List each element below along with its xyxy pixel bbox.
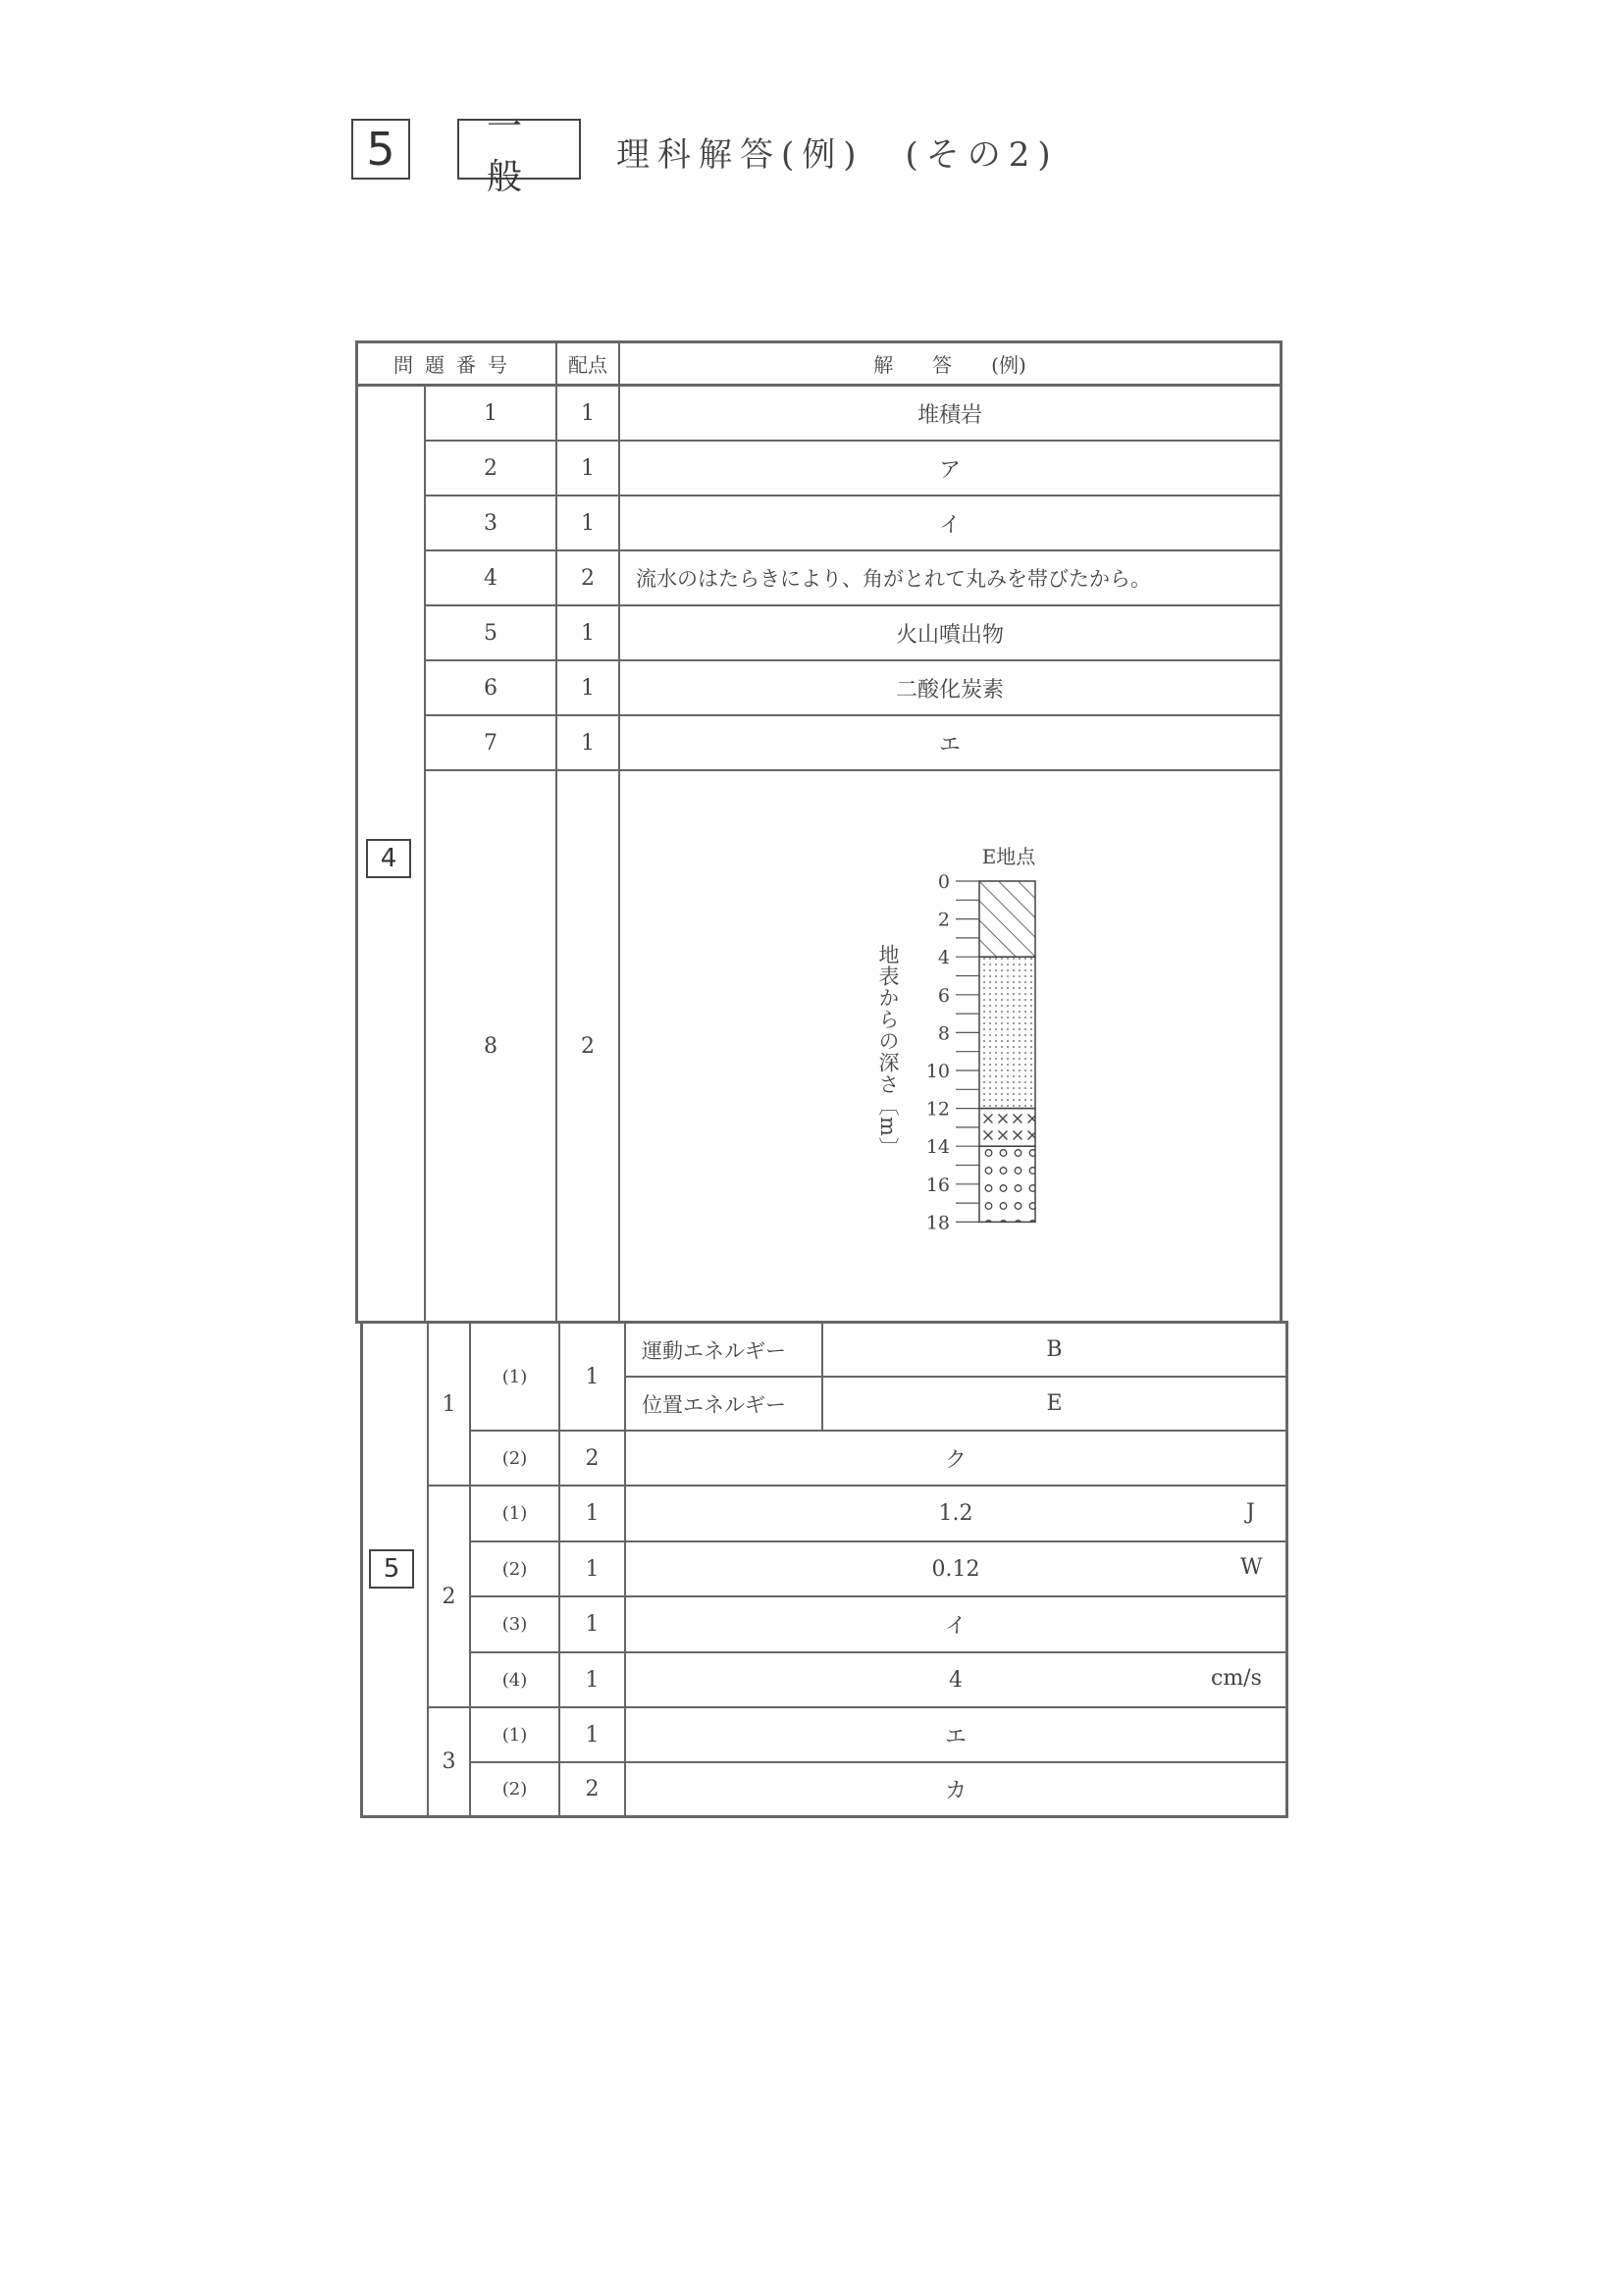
layer-hatched (979, 881, 1035, 957)
q5-2-4-sub: (4) (501, 1669, 528, 1691)
q4-3-number: 3 (484, 510, 497, 536)
q5-2-4-points: 1 (585, 1667, 600, 1693)
q4-4-answer: 流水のはたらきにより、角がとれて丸みを帯びたから。 (636, 567, 1151, 591)
q5-1-1-potential-label: 位置エネルギー (642, 1392, 786, 1417)
q5-2-3-sub: (3) (501, 1614, 528, 1635)
q4-4-number: 4 (484, 565, 497, 591)
diagram-site-label: E地点 (981, 845, 1036, 868)
q4-4-points: 2 (581, 565, 595, 591)
layer-dotted (979, 957, 1035, 1108)
layer-circles (979, 1146, 1035, 1222)
column-header-points: 配点 (568, 352, 607, 377)
q4-6-points: 1 (581, 675, 595, 701)
axis-tick-label: 6 (937, 984, 950, 1007)
q4-7-number: 7 (484, 730, 497, 756)
q5-3-1-answer: エ (944, 1724, 967, 1749)
q5-3-2-points: 2 (585, 1777, 600, 1801)
header-section-number: 5 (351, 119, 410, 180)
q5-2-2-sub: (2) (501, 1558, 528, 1580)
q4-2-answer: ア (938, 457, 961, 483)
q4-6-number: 6 (484, 675, 497, 701)
q5-2-4-unit: cm/s (1211, 1666, 1262, 1691)
q5-1-number: 1 (442, 1391, 456, 1417)
q5-1-1-potential-value: E (1046, 1391, 1063, 1416)
q4-2-points: 1 (581, 455, 595, 481)
q5-2-4-answer: 4 (949, 1667, 963, 1693)
q4-1-number: 1 (484, 400, 497, 426)
page-title: 理科解答(例) (その2) (616, 135, 1059, 175)
axis-tick-label: 4 (937, 947, 950, 969)
column-header-answer: 解 答 (例) (873, 352, 1026, 377)
axis-tick-label: 2 (937, 909, 950, 931)
q4-8-number: 8 (484, 1033, 497, 1059)
q5-2-2-points: 1 (585, 1556, 600, 1582)
diagram-axis-label: 地表からの深さ〔m〕 (876, 944, 900, 1159)
axis-tick-label: 16 (925, 1174, 950, 1196)
q5-1-2-sub: (2) (501, 1447, 528, 1469)
q5-2-1-answer: 1.2 (938, 1501, 973, 1526)
q5-1-2-points: 2 (585, 1445, 600, 1471)
q4-8-points: 2 (581, 1033, 595, 1059)
section-5-label: 5 (369, 1549, 414, 1589)
q5-3-2-sub: (2) (501, 1779, 528, 1800)
q5-2-3-answer: イ (944, 1614, 967, 1639)
q5-2-1-sub: (1) (501, 1503, 528, 1524)
q4-3-answer: イ (938, 512, 961, 538)
axis-tick-label: 0 (937, 871, 950, 893)
column-header-question-number: 問題番号 (393, 352, 519, 377)
q4-5-number: 5 (484, 620, 497, 646)
q5-3-2-answer: カ (944, 1779, 967, 1803)
section-4-label: 4 (366, 839, 411, 878)
q4-2-number: 2 (484, 455, 497, 481)
q4-1-answer: 堆積岩 (916, 402, 982, 428)
q5-1-1-kinetic-label: 運動エネルギー (642, 1338, 786, 1363)
q5-2-number: 2 (442, 1584, 456, 1609)
q5-2-1-points: 1 (585, 1501, 600, 1526)
q5-3-1-sub: (1) (501, 1724, 528, 1746)
q5-2-3-points: 1 (585, 1612, 600, 1637)
q4-3-points: 1 (581, 510, 595, 536)
q5-1-1-kinetic-value: B (1046, 1337, 1063, 1362)
axis-tick-label: 10 (925, 1061, 950, 1082)
q4-5-answer: 火山噴出物 (895, 622, 1004, 648)
layer-crosses (979, 1109, 1035, 1147)
axis-tick-label: 14 (925, 1136, 950, 1159)
q4-7-answer: エ (938, 732, 961, 757)
q5-1-2-answer: ク (944, 1447, 967, 1473)
q4-7-points: 1 (581, 730, 595, 756)
q4-6-answer: 二酸化炭素 (895, 677, 1004, 703)
axis-tick-label: 8 (937, 1022, 950, 1045)
q5-2-1-unit: J (1246, 1500, 1255, 1525)
q5-3-number: 3 (442, 1749, 456, 1774)
q5-1-1-points: 1 (585, 1364, 600, 1389)
axis-tick-label: 18 (925, 1212, 950, 1234)
q5-3-1-points: 1 (585, 1722, 600, 1748)
header-category: 一般 (457, 119, 581, 180)
q5-2-2-unit: W (1240, 1555, 1263, 1580)
q5-1-1-sub: (1) (501, 1366, 528, 1387)
q4-5-points: 1 (581, 620, 595, 646)
q4-1-points: 1 (581, 400, 595, 426)
axis-tick-label: 12 (925, 1098, 950, 1121)
q5-2-2-answer: 0.12 (931, 1556, 980, 1582)
